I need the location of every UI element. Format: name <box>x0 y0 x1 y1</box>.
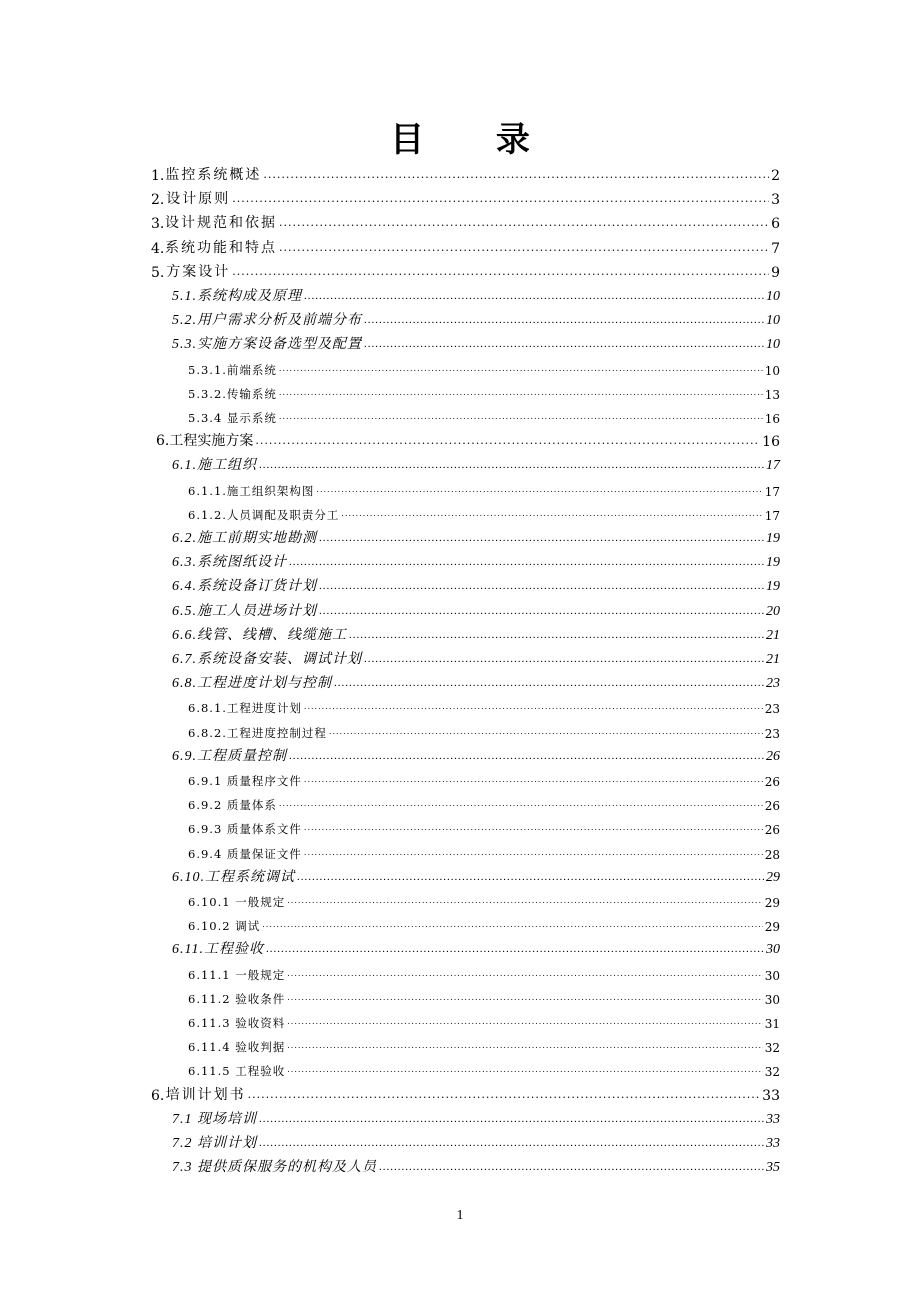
toc-entry-page: 13 <box>764 387 780 402</box>
toc-entry[interactable] <box>188 959 780 983</box>
toc-entry-title: 6.9.2 质量体系 <box>188 798 277 813</box>
dot-leader <box>279 799 763 809</box>
dot-leader <box>289 751 764 761</box>
dot-leader <box>279 243 769 253</box>
toc-entry-title: 5.2.用户需求分析及前端分布 <box>172 313 362 329</box>
toc-entry-title: 系统功能和特点 <box>164 239 277 256</box>
toc-entry[interactable] <box>188 1055 780 1079</box>
toc-entry-page: 26 <box>764 799 780 814</box>
dot-leader <box>279 218 769 228</box>
dot-leader <box>266 944 764 954</box>
toc-entry[interactable] <box>188 1031 780 1055</box>
toc-entry-page: 19 <box>766 531 780 546</box>
toc-entry-page: 32 <box>764 1065 780 1080</box>
toc-entry-page: 23 <box>764 726 780 741</box>
toc-entry-title: 6.1.2.人员调配及职责分工 <box>188 507 340 522</box>
toc-entry-title: 6.9.4 质量保证文件 <box>188 846 302 861</box>
toc-entry-page: 29 <box>764 920 780 935</box>
toc-entry[interactable] <box>188 886 780 910</box>
toc-entry-title: 5.3.1.前端系统 <box>188 362 277 377</box>
toc-entry[interactable] <box>172 862 780 886</box>
toc-entry-title: 5.3.2.传输系统 <box>188 386 277 401</box>
toc-entry[interactable] <box>188 789 780 813</box>
toc-entry-title: 6.6.线管、线槽、线缆施工 <box>172 627 347 643</box>
toc-entry[interactable] <box>188 692 780 716</box>
dot-leader <box>341 509 762 519</box>
toc-entry[interactable] <box>188 813 780 837</box>
dot-leader <box>319 581 764 591</box>
dot-leader <box>319 533 764 543</box>
dot-leader <box>232 194 769 204</box>
toc-entry-page: 10 <box>764 363 780 378</box>
toc-entry-page: 28 <box>764 847 780 862</box>
toc-entry[interactable] <box>150 208 780 232</box>
toc-entry-title: 6.9.1 质量程序文件 <box>188 774 302 788</box>
toc-entry-title: 6.11.3 验收资料 <box>188 1016 286 1030</box>
toc-entry-title: 设计原则 <box>166 191 231 208</box>
toc-entry-page: 33 <box>762 1087 780 1104</box>
toc-entry-title: 6.7.系统设备安装、调试计划 <box>172 652 362 667</box>
toc-entry[interactable] <box>188 910 780 934</box>
toc-entry-page: 26 <box>766 748 780 764</box>
toc-entry-number: 5. <box>151 264 165 281</box>
dot-leader <box>259 460 764 470</box>
toc-entry-number: 4. <box>151 240 165 257</box>
toc-entry[interactable] <box>188 983 780 1007</box>
toc-entry[interactable] <box>172 668 780 692</box>
toc-entry[interactable] <box>188 402 780 426</box>
toc-entry-page: 10 <box>766 337 780 353</box>
toc-entry-title: 6.8.2.工程进度控制过程 <box>188 725 327 740</box>
toc-entry[interactable] <box>172 620 780 644</box>
toc-entry-page: 31 <box>764 1017 780 1031</box>
dot-leader <box>379 1162 764 1172</box>
toc-entry[interactable] <box>172 305 780 329</box>
toc-entry-title: 6.11.1 一般规定 <box>188 967 286 982</box>
toc-entry-title: 6.8.工程进度计划与控制 <box>172 676 332 692</box>
toc-entry[interactable] <box>188 765 780 789</box>
toc-entry-page: 6 <box>771 216 780 233</box>
toc-entry-title: 6.5.施工人员进场计划 <box>172 603 317 619</box>
dot-leader <box>279 364 763 374</box>
toc-entry[interactable] <box>172 547 780 571</box>
toc-entry-page: 2 <box>771 168 780 184</box>
toc-entry-page: 30 <box>764 992 780 1007</box>
toc-entry[interactable] <box>172 644 780 668</box>
toc-entry-page: 33 <box>766 1136 780 1151</box>
toc-entry-title: 6.3.系统图纸设计 <box>172 555 287 571</box>
page-number: 1 <box>456 1208 464 1223</box>
dot-leader <box>297 872 764 882</box>
toc-entry-title: 6.8.1.工程进度计划 <box>188 701 302 716</box>
toc-entry[interactable] <box>188 717 780 741</box>
toc-entry[interactable] <box>172 329 780 353</box>
dot-leader <box>349 630 764 640</box>
dot-leader <box>287 993 762 1003</box>
toc-entry-title: 6.11.5 工程验收 <box>188 1064 286 1079</box>
toc-entry-number: 6. <box>151 1087 165 1104</box>
toc-entry-page: 23 <box>764 702 780 717</box>
toc-entry[interactable] <box>172 596 780 620</box>
toc-entry-title: 7.2 培训计划 <box>172 1136 257 1151</box>
dot-leader <box>262 920 762 930</box>
dot-leader <box>232 267 769 277</box>
toc-entry-title: 5.1.系统构成及原理 <box>172 289 302 304</box>
dot-leader <box>259 1114 764 1124</box>
dot-leader <box>364 315 764 325</box>
toc-entry[interactable] <box>172 934 780 958</box>
dot-leader <box>287 1065 762 1075</box>
toc-entry-number: 3. <box>151 216 165 233</box>
toc-entry-title: 7.1 现场培训 <box>172 1111 257 1127</box>
toc-entry-page: 29 <box>766 869 780 885</box>
toc-entry[interactable] <box>150 233 780 257</box>
dot-leader <box>304 291 764 301</box>
toc-entry-page: 26 <box>764 823 780 838</box>
dot-leader <box>329 727 763 737</box>
toc-entry-page: 21 <box>766 652 780 667</box>
toc-entry-page: 19 <box>766 555 780 571</box>
toc-entry[interactable] <box>188 1007 780 1031</box>
toc-entry-page: 9 <box>771 264 780 281</box>
dot-leader <box>364 654 764 664</box>
toc-entry-page: 23 <box>766 676 780 692</box>
toc-entry[interactable] <box>188 378 780 402</box>
toc-entry-page: 32 <box>764 1041 780 1056</box>
dot-leader <box>304 775 763 785</box>
toc-entry[interactable] <box>188 354 780 378</box>
toc-entry-page: 19 <box>766 579 780 595</box>
dot-leader <box>304 823 763 833</box>
toc-entry-title: 6.10.工程系统调试 <box>172 869 295 885</box>
dot-leader <box>287 1041 762 1051</box>
toc-entry-page: 30 <box>764 968 780 983</box>
toc-entry[interactable] <box>188 499 780 523</box>
toc-entry-title: 6.9.3 质量体系文件 <box>188 822 302 837</box>
dot-leader <box>255 436 760 446</box>
dot-leader <box>279 412 763 422</box>
dot-leader <box>263 170 769 180</box>
toc-entry-number: 2. <box>151 192 165 209</box>
toc-entry-number: 1. <box>151 168 165 184</box>
toc-entry[interactable] <box>188 475 780 499</box>
toc-entry[interactable] <box>150 257 780 281</box>
toc-entry-page: 29 <box>764 896 780 910</box>
toc-entry-page: 3 <box>771 192 780 209</box>
toc-entry-page: 16 <box>762 434 780 451</box>
toc-entry-title: 监控系统概述 <box>165 167 262 183</box>
toc-entry-title: 5.3.4 显示系统 <box>188 411 277 425</box>
toc-entry-page: 10 <box>766 313 780 329</box>
toc-entry-title: 7.3 提供质保服务的机构及人员 <box>172 1160 377 1176</box>
dot-leader <box>304 848 763 858</box>
toc-entry[interactable] <box>172 741 780 765</box>
toc-entry-title: 6.9.工程质量控制 <box>172 748 287 764</box>
toc-entry[interactable] <box>172 1104 780 1128</box>
dot-leader <box>248 1090 761 1100</box>
toc-entry[interactable] <box>150 160 780 184</box>
toc-entry[interactable] <box>172 1128 780 1152</box>
toc-entry-title: 6.10.2 调试 <box>188 919 261 934</box>
toc-entry[interactable] <box>156 426 780 450</box>
toc-entry[interactable] <box>172 450 780 474</box>
toc-entry-title: 6.10.1 一般规定 <box>188 895 286 909</box>
toc-entry-page: 17 <box>766 458 780 474</box>
toc-entry-title: 6.11.工程验收 <box>172 942 264 958</box>
toc-entry-page: 35 <box>766 1160 780 1176</box>
toc-entry[interactable] <box>150 1080 780 1104</box>
toc-entry-title: 5.3.实施方案设备选型及配置 <box>172 337 362 353</box>
toc-entry-page: 20 <box>766 603 780 619</box>
toc-entry-page: 26 <box>764 775 780 789</box>
toc-entry-title: 培训计划书 <box>165 1086 246 1103</box>
dot-leader <box>364 339 764 349</box>
dot-leader <box>287 1017 762 1027</box>
dot-leader <box>319 606 764 616</box>
toc-entry-title: 设计规范和依据 <box>164 215 277 232</box>
dot-leader <box>316 485 762 495</box>
toc-entry-page: 16 <box>764 412 780 426</box>
toc-entry[interactable] <box>172 523 780 547</box>
toc-entry[interactable] <box>172 571 780 595</box>
dot-leader <box>287 896 762 906</box>
toc-entry[interactable] <box>172 1152 780 1176</box>
toc-entry-title: 方案设计 <box>166 263 231 280</box>
toc-entry[interactable] <box>188 838 780 862</box>
toc-entry-page: 21 <box>766 627 780 643</box>
toc-entry-title: 6.11.2 验收条件 <box>188 991 286 1006</box>
toc-entry-title: 6.11.4 验收判据 <box>188 1040 286 1055</box>
toc-entry[interactable] <box>150 184 780 208</box>
dot-leader <box>289 557 764 567</box>
toc-entry-page: 30 <box>766 942 780 958</box>
toc-entry-title: 6.1.1.施工组织架构图 <box>188 483 315 498</box>
toc-entry-title: 6.2.施工前期实地勘测 <box>172 531 317 546</box>
toc-entry-page: 10 <box>766 289 780 304</box>
toc-entry-title: 6.4.系统设备订货计划 <box>172 579 317 595</box>
toc-entry-title: 6.工程实施方案 <box>156 433 254 450</box>
dot-leader <box>334 678 764 688</box>
toc-entry[interactable] <box>172 281 780 305</box>
toc-entry-page: 17 <box>764 508 780 523</box>
toc-entry-page: 7 <box>771 240 780 257</box>
dot-leader <box>259 1138 764 1148</box>
toc-entry-page: 33 <box>766 1111 780 1127</box>
dot-leader <box>279 388 763 398</box>
dot-leader <box>287 969 762 979</box>
toc-title: 目 录 <box>390 120 560 160</box>
toc-entry-page: 17 <box>764 484 780 499</box>
dot-leader <box>304 702 763 712</box>
toc-entry-title: 6.1.施工组织 <box>172 458 257 474</box>
